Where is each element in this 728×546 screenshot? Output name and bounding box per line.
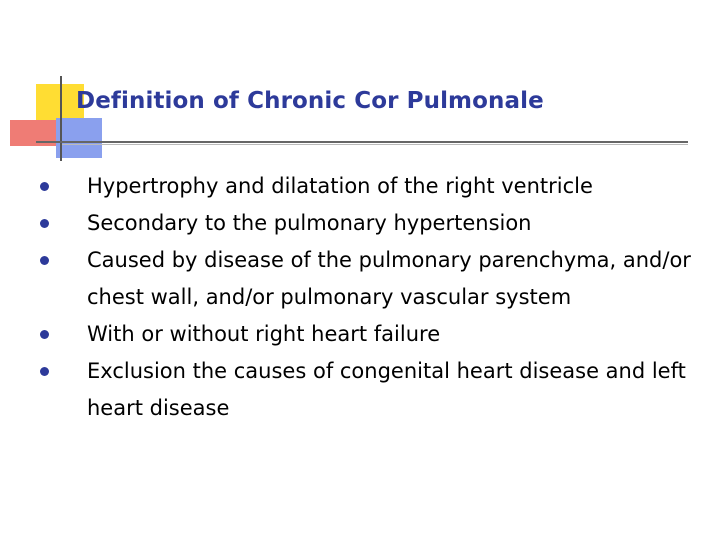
bullet-text: Exclusion the causes of congenital heart disease and left heart disease <box>87 359 686 420</box>
bullet-text: Hypertrophy and dilatation of the right ventricle <box>87 174 593 198</box>
bullet-text: With or without right heart failure <box>87 322 441 346</box>
decorative-blue-square <box>56 118 102 158</box>
decorative-vertical-line <box>60 76 62 161</box>
title-underline-shadow <box>62 144 688 145</box>
bullet-dot-icon <box>40 219 49 228</box>
bullet-dot-icon <box>40 256 49 265</box>
slide-title: Definition of Chronic Cor Pulmonale <box>76 88 544 114</box>
bullet-text: Secondary to the pulmonary hypertension <box>87 211 532 235</box>
title-underline <box>36 141 688 143</box>
bullet-item <box>40 168 710 205</box>
bullet-dot-icon <box>40 367 49 376</box>
bullet-item <box>40 205 710 242</box>
bullet-dot-icon <box>40 182 49 191</box>
bullet-item <box>40 316 710 353</box>
bullet-dot-icon <box>40 330 49 339</box>
bullet-item <box>40 242 710 316</box>
bullet-item <box>40 353 710 427</box>
bullet-text: Caused by disease of the pulmonary parenchyma, and/or chest wall, and/or pulmonary vascular system <box>87 248 691 309</box>
bullet-list <box>40 168 710 427</box>
